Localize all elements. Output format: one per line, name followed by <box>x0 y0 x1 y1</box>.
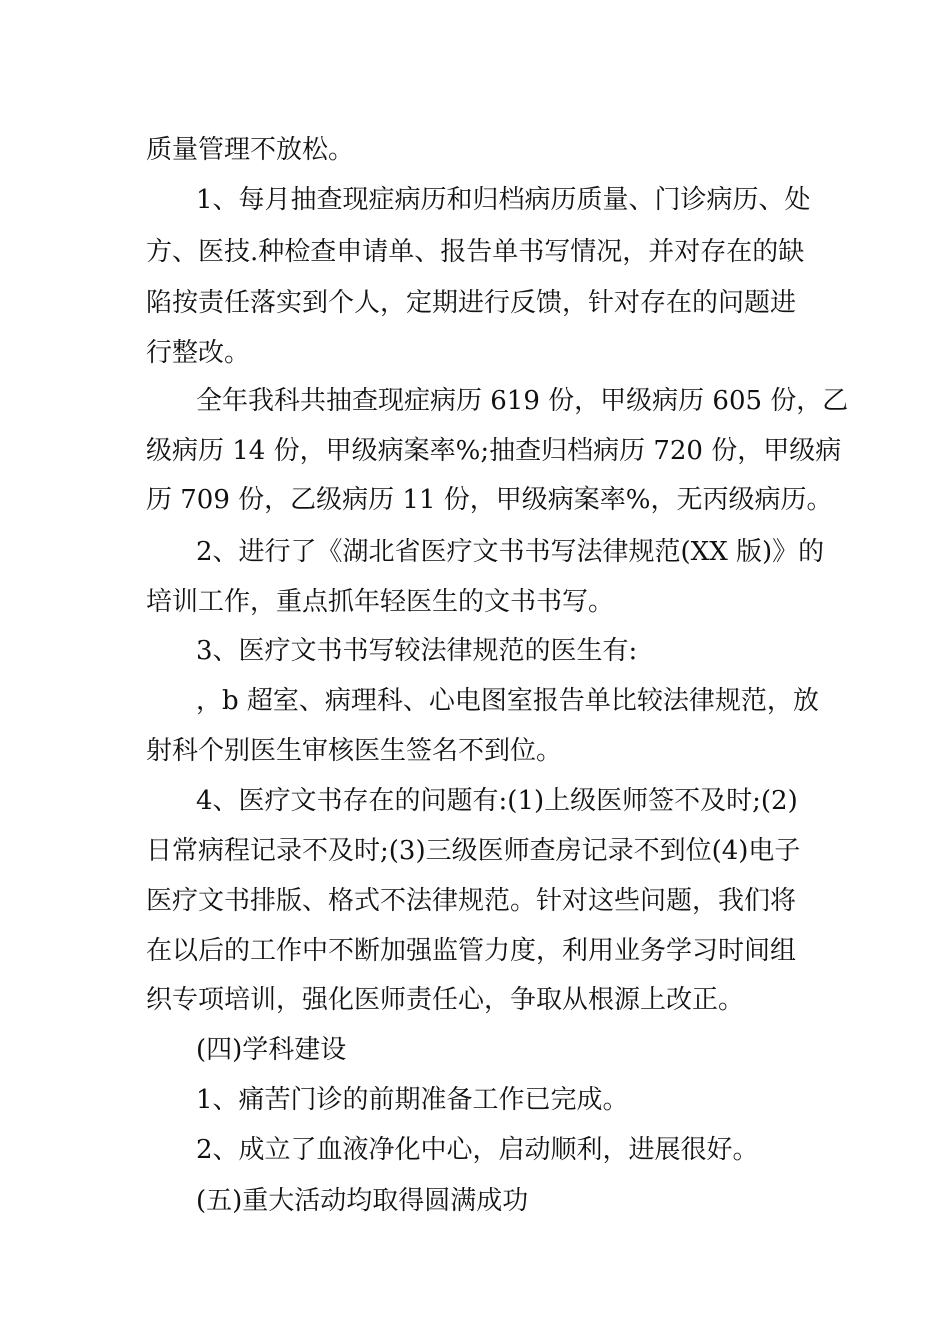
text-line: 射科个别医生审核医生签名不到位。 <box>146 736 563 766</box>
text-line: 培训工作，重点抓年轻医生的文书书写。 <box>146 587 615 617</box>
section-heading: (四)学科建设 <box>196 1035 347 1065</box>
text-line: 日常病程记录不及时;(3)三级医师查房记录不到位(4)电子 <box>146 836 801 866</box>
text-line: 陷按责任落实到个人，定期进行反馈，针对存在的问题进 <box>146 288 797 318</box>
text-line: 方、医技.种检查申请单、报告单书写情况，并对存在的缺 <box>146 237 805 267</box>
text-line: ，b 超室、病理科、心电图室报告单比较法律规范，放 <box>196 686 819 716</box>
text-line: 1、痛苦门诊的前期准备工作已完成。 <box>196 1085 629 1115</box>
text-line: 全年我科共抽查现症病历 619 份，甲级病历 605 份，乙 <box>196 386 849 416</box>
text-line: 质量管理不放松。 <box>146 135 355 165</box>
text-line: 2、成立了血液净化中心，启动顺利，进展很好。 <box>196 1135 759 1165</box>
section-heading: (五)重大活动均取得圆满成功 <box>196 1186 529 1216</box>
text-line: 1、每月抽查现症病历和归档病历质量、门诊病历、处 <box>196 185 811 215</box>
text-line: 行整改。 <box>146 338 251 368</box>
text-line: 2、进行了《湖北省医疗文书书写法律规范(XX 版)》的 <box>196 537 825 567</box>
text-line: 医疗文书排版、格式不法律规范。针对这些问题，我们将 <box>146 886 797 916</box>
text-line: 在以后的工作中不断加强监管力度，利用业务学习时间组 <box>146 936 797 966</box>
text-line: 织专项培训，强化医师责任心，争取从根源上改正。 <box>146 985 745 1015</box>
text-line: 3、医疗文书书写较法律规范的医生有: <box>196 636 638 666</box>
text-line: 4、医疗文书存在的问题有:(1)上级医师签不及时;(2) <box>196 786 798 816</box>
text-line: 历 709 份，乙级病历 11 份，甲级病案率%，无丙级病历。 <box>146 485 833 515</box>
text-line: 级病历 14 份，甲级病案率%;抽查归档病历 720 份，甲级病 <box>146 436 842 466</box>
